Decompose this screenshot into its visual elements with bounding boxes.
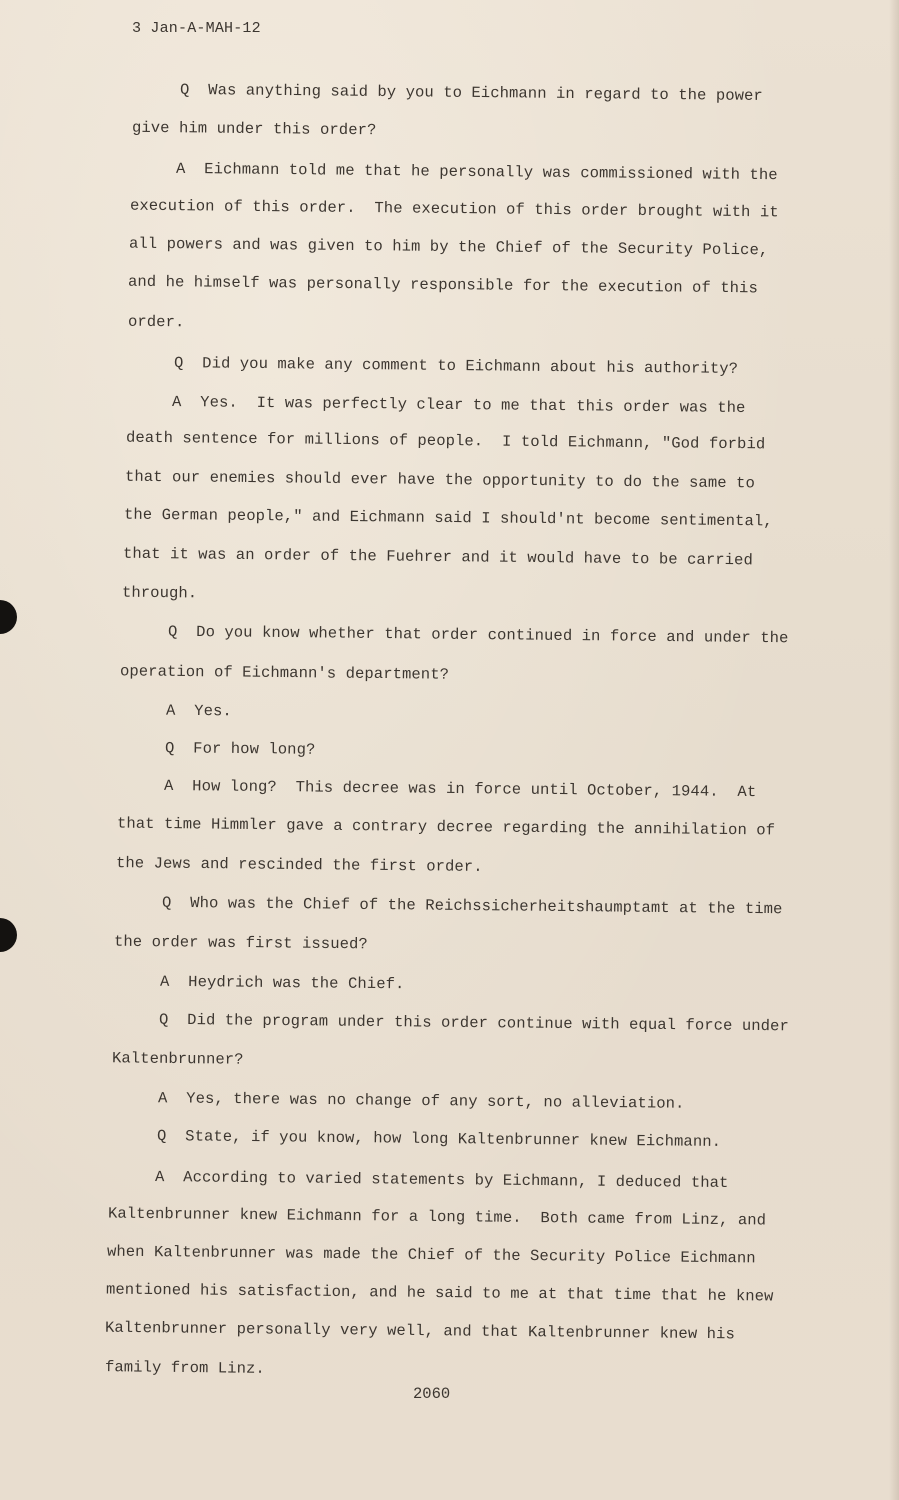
text-line: Q Did the program under this order continue with equal force under [158,1010,789,1036]
text-line: that it was an order of the Fuehrer and it would have to be carried [122,544,753,570]
text-line: when Kaltenbrunner was made the Chief of the Security Police Eichmann [106,1242,756,1268]
text-line: Kaltenbrunner knew Eichmann for a long time. Both came from Linz, and [107,1204,767,1230]
text-line: that time Himmler gave a contrary decree regarding the annihilation of [116,814,776,840]
text-line: the Jews and rescinded the first order. [115,854,483,876]
text-line: Q Was anything said by you to Eichmann in regard to the power [179,80,763,105]
text-line: execution of this order. The execution of this order brought with it [129,196,779,222]
text-line: A Heydrich was the Chief. [159,972,405,994]
text-line: A According to varied statements by Eichmann, I deduced that [154,1167,729,1193]
text-line: Q For how long? [164,739,316,759]
text-line: death sentence for millions of people. I told Eichmann, "God forbid [125,428,766,454]
text-line: mentioned his satisfaction, and he said to me at that time that he knew [105,1280,774,1306]
document-header: 3 Jan-A-MAH-12 [132,20,261,37]
text-line: and he himself was personally responsible for the execution of this [127,272,758,298]
punch-hole-bottom [0,918,17,952]
page-edge-shadow [889,0,899,1500]
text-line: order. [127,312,185,332]
text-line: Kaltenbrunner? [111,1049,244,1069]
text-line: A Yes, there was no change of any sort, no alleviation. [157,1089,685,1113]
text-line: A Yes. [165,701,232,721]
text-line: A How long? This decree was in force until October, 1944. At [163,776,757,802]
text-line: Q Did you make any comment to Eichmann about his authority? [173,354,739,378]
text-line: A Eichmann told me that he personally was commissioned with the [175,159,778,185]
page-number: 2060 [413,1385,451,1403]
text-line: all powers and was given to him by the Chief of the Security Police, [128,234,769,260]
text-line: that our enemies should ever have the opportunity to do the same to [124,467,755,493]
punch-hole-top [0,600,17,634]
text-line: give him under this order? [131,118,377,140]
text-line: Q Who was the Chief of the Reichssicherheitshaumptamt at the time [161,893,783,919]
text-line: Q State, if you know, how long Kaltenbrunner knew Eichmann. [156,1127,722,1151]
text-line: through. [121,583,198,603]
text-line: operation of Eichmann's department? [119,662,450,684]
text-line: A Yes. It was perfectly clear to me that this order was the [171,392,746,418]
text-line: Q Do you know whether that order continued in force and under the [167,622,789,648]
text-line: the order was first issued? [113,932,368,954]
text-line: Kaltenbrunner personally very well, and that Kaltenbrunner knew his [104,1318,735,1344]
text-line: the German people," and Eichmann said I should'nt become sentimental, [123,505,773,531]
text-line: family from Linz. [104,1358,265,1378]
